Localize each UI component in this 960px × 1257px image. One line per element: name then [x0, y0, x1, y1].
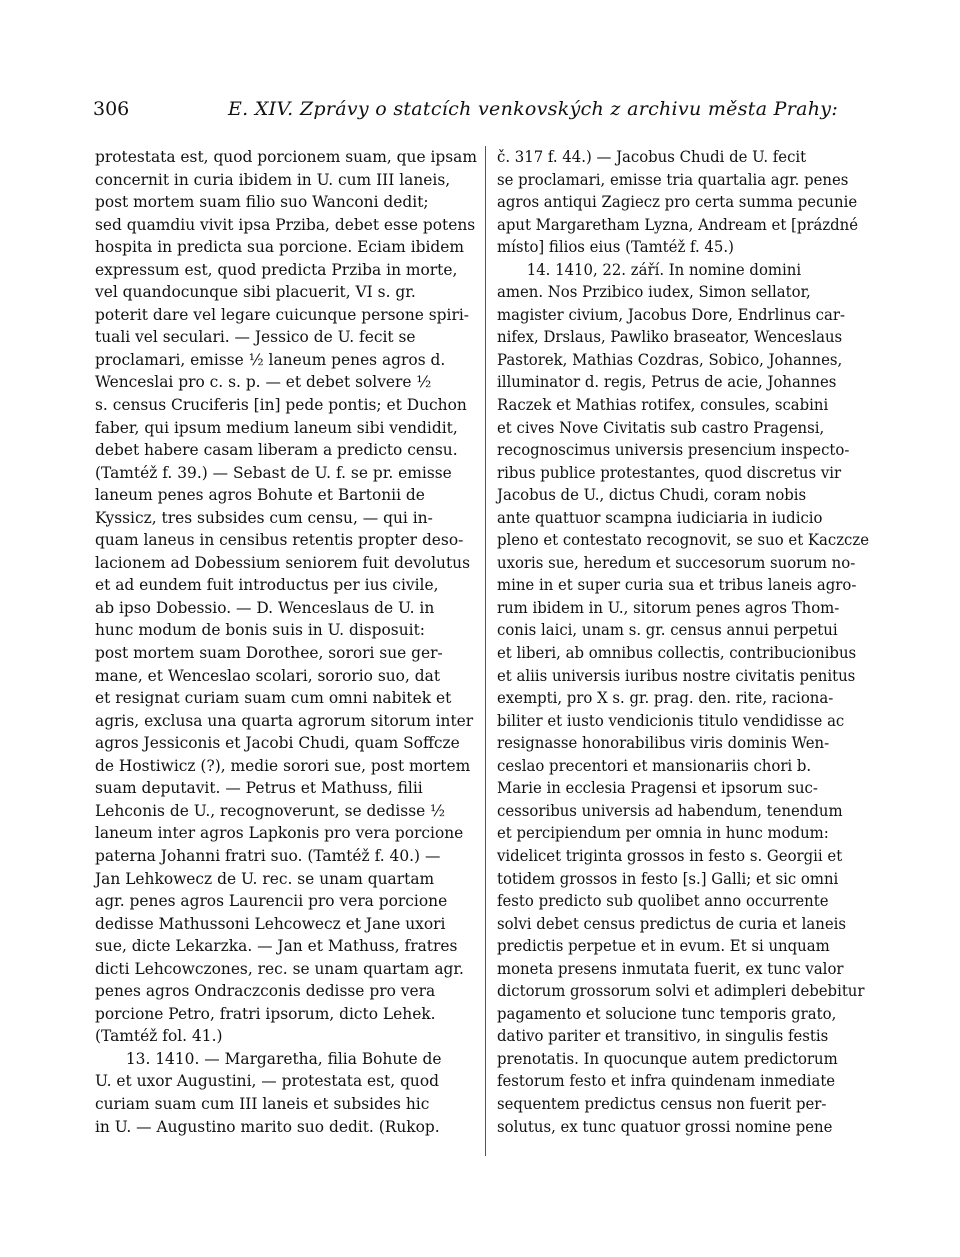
text-line: et ad eundem fuit introductus per ius civile, [95, 575, 439, 595]
text-line: 14. 1410, 22. září. In nomine domini [526, 259, 802, 279]
text-line: hunc modum de bonis suis in U. disposuit: [95, 620, 425, 640]
text-line: dativo pariter et transitivo, in singulis festis [497, 1026, 829, 1046]
page-number: 306 [93, 98, 130, 120]
text-line: expressum est, quod predicta Prziba in morte, [95, 259, 458, 279]
text-line: suam deputavit. — Petrus et Mathuss, filii [95, 778, 423, 798]
text-line: 13. 1410. — Margaretha, filia Bohute de [125, 1048, 442, 1068]
text-line: pagamento et solucione tunc temporis grato, [497, 1003, 837, 1023]
text-line: hospita in predicta sua porcione. Eciam ibidem [95, 237, 465, 257]
text-line: laneum penes agros Bohute et Bartonii de [95, 485, 425, 505]
text-line: sequentem predictus census non fuerit per- [497, 1093, 827, 1113]
text-line: concernit in curia ibidem in U. cum III laneis, [95, 169, 451, 189]
text-line: (Tamtéž fol. 41.) [95, 1026, 223, 1046]
text-line: agros antiqui Zagiecz pro certa summa pecunie [497, 192, 858, 212]
text-line: mine in et super curia sua et tribus laneis agro- [497, 575, 857, 595]
text-line: et percipiendum per omnia in hunc modum: [497, 823, 829, 843]
text-line: se proclamari, emisse tria quartalia agr. penes [497, 169, 849, 189]
text-line: festo predicto sub quolibet anno occurrente [497, 891, 829, 911]
text-line: dedisse Mathussoni Lehcowecz et Jane uxori [95, 913, 446, 933]
text-line: rum ibidem in U., sitorum penes agros Thom- [497, 597, 840, 617]
text-line: festorum festo et infra quindenam inmediate [497, 1071, 836, 1091]
text-line: protestata est, quod porcionem suam, que ipsam [95, 147, 477, 166]
text-line: porcione Petro, fratri ipsorum, dicto Lehek. [95, 1003, 436, 1023]
text-line: penes agros Ondraczconis dedisse pro vera [95, 981, 436, 1001]
text-line: Wenceslai pro c. s. p. — et debet solvere ½ [95, 372, 432, 392]
text-line: lacionem ad Dobessium seniorem fuit devolutus [95, 552, 471, 572]
text-line: poterit dare vel legare cuicunque persone spiri- [95, 304, 469, 324]
text-line: moneta presens inmutata fuerit, ex tunc valor [497, 958, 844, 978]
text-line: agr. penes agros Laurencii pro vera porcione [95, 891, 448, 911]
text-line: uxoris sue, heredum et succesorum suorum no- [497, 552, 856, 572]
text-line: mane, et Wenceslao scolari, sororio suo, dat [95, 665, 441, 685]
text-line: quam laneus in censibus retentis propter deso- [95, 530, 464, 550]
text-line: curiam suam cum III laneis et subsides hic [95, 1093, 430, 1113]
text-line: s. census Cruciferis [in] pede pontis; et Duchon [95, 395, 467, 415]
text-line: et cives Nove Civitatis sub castro Pragensi, [497, 417, 825, 437]
text-line: č. 317 f. 44.) — Jacobus Chudi de U. fecit [497, 147, 807, 166]
text-line: U. et uxor Augustini, — protestata est, quod [95, 1071, 440, 1091]
text-line: et aliis universis iuribus nostre civitatis penitus [497, 665, 856, 685]
page-header [93, 98, 868, 128]
text-line: biliter et iusto vendicionis titulo vendidisse ac [497, 710, 845, 730]
text-line: sed quamdiu vivit ipsa Prziba, debet esse potens [95, 214, 476, 234]
text-line: cessoribus universis ad habendum, tenendum [497, 800, 843, 820]
text-line: tuali vel seculari. — Jessico de U. fecit se [95, 327, 416, 347]
text-line: agros Jessiconis et Jacobi Chudi, quam Soffcze [95, 733, 460, 753]
text-line: vel quandocunque sibi placuerit, VI s. gr. [95, 282, 416, 302]
text-line: nifex, Drslaus, Pawliko braseator, Wenceslaus [497, 327, 843, 347]
text-line: laneum inter agros Lapkonis pro vera porcione [95, 823, 464, 843]
text-line: Pastorek, Mathias Cozdras, Sobico, Johannes, [497, 349, 843, 369]
text-line: ceslao precentori et mansionariis chori b. [497, 755, 812, 775]
text-line: videlicet triginta grossos in festo s. Georgii et [497, 845, 843, 865]
text-line: paterna Johanni fratri suo. (Tamtéž f. 40.) — [95, 845, 441, 865]
text-line: de Hostiwicz (?), medie sorori sue, post mortem [95, 755, 471, 775]
text-line: debet habere casam liberam a predicto censu. [95, 440, 458, 460]
text-line: faber, qui ipsum medium laneum sibi vendidit, [95, 417, 458, 437]
text-line: (Tamtéž f. 39.) — Sebast de U. f. se pr. emisse [95, 462, 452, 482]
text-line: dictorum grossorum solvi et adimpleri debebitur [497, 981, 865, 1001]
text-line: recognoscimus universis presencium inspecto- [497, 440, 850, 460]
text-line: sue, dicte Lekarzka. — Jan et Mathuss, fratres [95, 936, 458, 956]
text-line: et resignat curiam suam cum omni nabitek et [95, 688, 452, 708]
text-line: místo] filios eius (Tamtéž f. 45.) [497, 237, 734, 257]
text-line: Raczek et Mathias rotifex, consules, scabini [497, 395, 829, 415]
text-line: ab ipso Dobessio. — D. Wenceslaus de U. in [95, 597, 435, 617]
text-line: aput Margaretham Lyzna, Andream et [prázdné [497, 214, 859, 234]
text-line: resignasse honorabilibus viris dominis Wen- [497, 733, 830, 753]
text-line: post mortem suam Dorothee, sorori sue ger- [95, 643, 443, 663]
column-divider [485, 146, 486, 1156]
text-line: illuminator d. regis, Petrus de acie, Johannes [497, 372, 837, 392]
text-line: magister civium, Jacobus Dore, Endrlinus car- [497, 304, 846, 324]
text-line: Jan Lehkowecz de U. rec. se unam quartam [95, 868, 435, 888]
left-text-column [95, 146, 477, 1138]
text-line: solutus, ex tunc quatuor grossi nomine pene [497, 1116, 833, 1136]
text-line: pleno et contestato recognovit, se suo et Kaczcze [497, 530, 869, 550]
text-line: exempti, pro X s. gr. prag. den. rite, raciona- [497, 688, 834, 708]
text-line: predictis perpetue et in evum. Et si unquam [497, 936, 830, 956]
text-line: prenotatis. In quocunque autem predictorum [497, 1048, 838, 1068]
text-line: agris, exclusa una quarta agrorum sitorum inter [95, 710, 474, 730]
text-line: amen. Nos Przibico iudex, Simon sellator, [497, 282, 811, 302]
text-line: totidem grossos in festo [s.] Galli; et sic omni [497, 868, 839, 888]
text-line: solvi debet census predictus de curia et laneis [497, 913, 847, 933]
text-line: dicti Lehcowczones, rec. se unam quartam agr. [95, 958, 464, 978]
text-line: ribus publice protestantes, quod discretus vir [497, 462, 842, 482]
text-line: post mortem suam filio suo Wanconi dedit; [95, 192, 429, 212]
text-line: et liberi, ab omnibus collectis, contribucionibus [497, 643, 857, 663]
text-line: Marie in ecclesia Pragensi et ipsorum suc- [497, 778, 818, 798]
text-line: proclamari, emisse ½ laneum penes agros d. [95, 349, 446, 369]
text-line: in U. — Augustino marito suo dedit. (Rukop. [95, 1116, 440, 1136]
running-head: E. XIV. Zprávy o statcích venkovských z archivu města Prahy: [228, 98, 839, 120]
text-line: Kyssicz, tres subsides cum censu, — qui in- [95, 507, 433, 527]
text-line: conis laici, unam s. gr. census annui perpetui [497, 620, 838, 640]
text-line: Lehconis de U., recognoverunt, se dedisse ½ [95, 800, 446, 820]
right-text-column [497, 146, 869, 1138]
text-line: ante quattuor scampna iudiciaria in iudicio [497, 507, 823, 527]
text-line: Jacobus de U., dictus Chudi, coram nobis [497, 485, 807, 505]
